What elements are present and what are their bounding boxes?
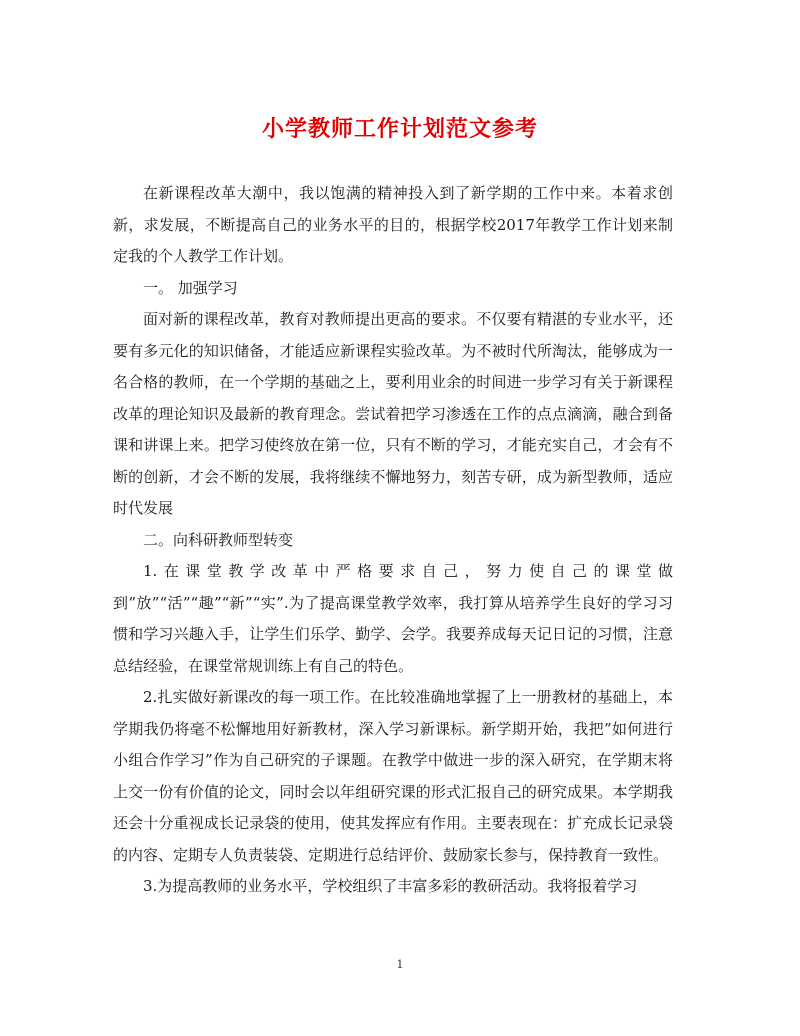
paragraph-item-2: 2.扎实做好新课改的每一项工作。在比较准确地掌握了上一册教材的基础上，本学期我仍将毫不松懈地用好新教材，深入学习新课标。新学期开始，我把”如何进行小组合作学习”作为自己研究的子课题。在教学中做进一步的深入研究，在学期末将上交一份有价值的论文，同时会以年组研究课的形式汇报自己的研究成果。本学期我还会十分重视成长记录袋的使用，使其发挥应有作用。主要表现在：扩充成长记录袋的内容、定期专人负责装袋、定期进行总结评价、鼓励家长参与，保持教育一致性。 [113,688,673,864]
paragraph-study: 面对新的课程改革，教育对教师提出更高的要求。不仅要有精湛的专业水平，还要有多元化的知识储备，才能适应新课程实验改革。为不被时代所淘汰，能够成为一名合格的教师，在一个学期的基础之上，要利用业余的时间进一步学习有关于新课程改革的理论知识及最新的教育理念。尝试着把学习渗透在工作的点点滴滴，融合到备课和讲课上来。把学习使终放在第一位，只有不断的学习，才能充实自己，才会有不断的创新，才会不断的发展，我将继续不懈地努力，刻苦专研，成为新型教师，适应时代发展 [113,310,673,517]
section-heading-2: 二。向科研教师型转变 [143,530,294,549]
page-number: 1 [396,958,404,971]
document-title: 小学教师工作计划范文参考 [261,116,538,142]
section-heading-1: 一。 加强学习 [143,278,238,297]
paragraph-item-3: 3.为提高教师的业务水平，学校组织了丰富多彩的教研活动。我将报着学习 [143,877,638,895]
paragraph-intro: 在新课程改革大潮中，我以饱满的精神投入到了新学期的工作中来。本着求创新，求发展，不断提高自己的业务水平的目的，根据学校2017年教学工作计划来制定我的个人教学工作计划。 [113,184,673,265]
document-body [113,178,673,903]
paragraph-item-1: 1.在课堂教学改革中严格要求自己，努力使自己的课堂做到”放”“活”“趣”“新”“实”.为了提高课堂教学效率，我打算从培养学生良好的学习习惯和学习兴趣入手，让学生们乐学、勤学、会学。我要养成每天记日记的习惯，注意总结经验，在课堂常规训练上有自己的特色。 [113,562,673,675]
